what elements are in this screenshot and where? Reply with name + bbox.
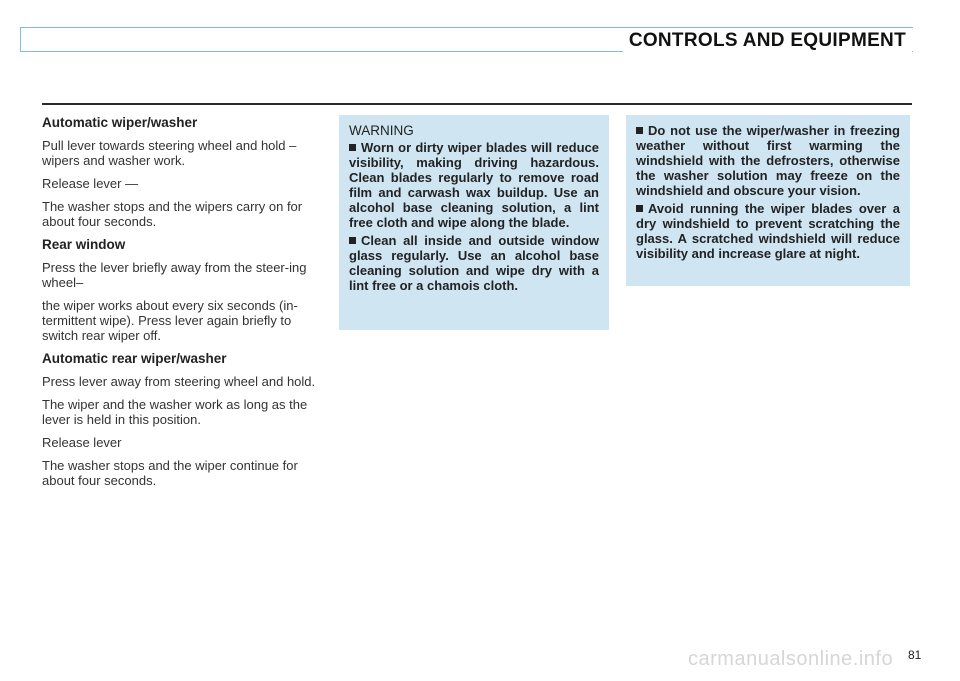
bullet-icon: [349, 237, 356, 244]
bullet-icon: [636, 127, 643, 134]
warning-item: [349, 233, 599, 293]
warning-title: WARNING: [349, 123, 414, 138]
page-title: CONTROLS AND EQUIPMENT: [623, 30, 912, 52]
bullet-icon: [636, 205, 643, 212]
warning-item: [636, 201, 900, 261]
paragraph: Pull lever towards steering wheel and hold – wipers and washer work.: [42, 138, 297, 168]
paragraph: The washer stops and the wipers carry on for about four seconds.: [42, 199, 303, 229]
paragraph: the wiper works about every six seconds (in-termittent wipe). Press lever again briefly to switch rear wiper off.: [42, 298, 298, 343]
divider: [42, 103, 912, 105]
paragraph: The wiper and the washer work as long as the lever is held in this position.: [42, 397, 308, 427]
heading-rear-window: Rear window: [42, 237, 126, 252]
paragraph: Release lever: [42, 435, 122, 450]
warning-text: Do not use the wiper/washer in freezing weather without first warming the windshield with the defrosters, otherwise the washer solution may freeze on the windshield and obscure your vision.: [636, 123, 900, 198]
warning-item: [349, 140, 599, 230]
paragraph: Release lever —: [42, 176, 139, 191]
heading-automatic-rear-wiper-washer: Automatic rear wiper/washer: [42, 351, 227, 366]
watermark: carmanualsonline.info: [688, 648, 894, 670]
instructions-column: [42, 115, 320, 496]
page-number: 81: [908, 648, 922, 662]
warning-box: [339, 115, 609, 330]
warning-text: Clean all inside and outside window glass regularly. Use an alcohol base cleaning solution and wipe dry with a lint free or a chamois cloth.: [349, 233, 599, 293]
paragraph: The washer stops and the wiper continue for about four seconds.: [42, 458, 298, 488]
paragraph: Press the lever briefly away from the steer-ing wheel–: [42, 260, 307, 290]
heading-automatic-wiper-washer: Automatic wiper/washer: [42, 115, 198, 130]
header-bar-gap: [913, 27, 920, 52]
paragraph: Press lever away from steering wheel and hold.: [42, 374, 316, 389]
warning-box-continued: [626, 115, 910, 286]
warning-text: Worn or dirty wiper blades will reduce visibility, making driving hazardous. Clean blades regularly to remove road film and carwash wax buildup. Use an alcohol base cleaning solution, a lint free cloth and wipe along the blade.: [349, 140, 599, 230]
warning-item: [636, 123, 900, 198]
bullet-icon: [349, 144, 356, 151]
warning-text: Avoid running the wiper blades over a dry windshield to prevent scratching the glass. A scratched windshield will reduce visibility and increase glare at night.: [636, 201, 900, 261]
